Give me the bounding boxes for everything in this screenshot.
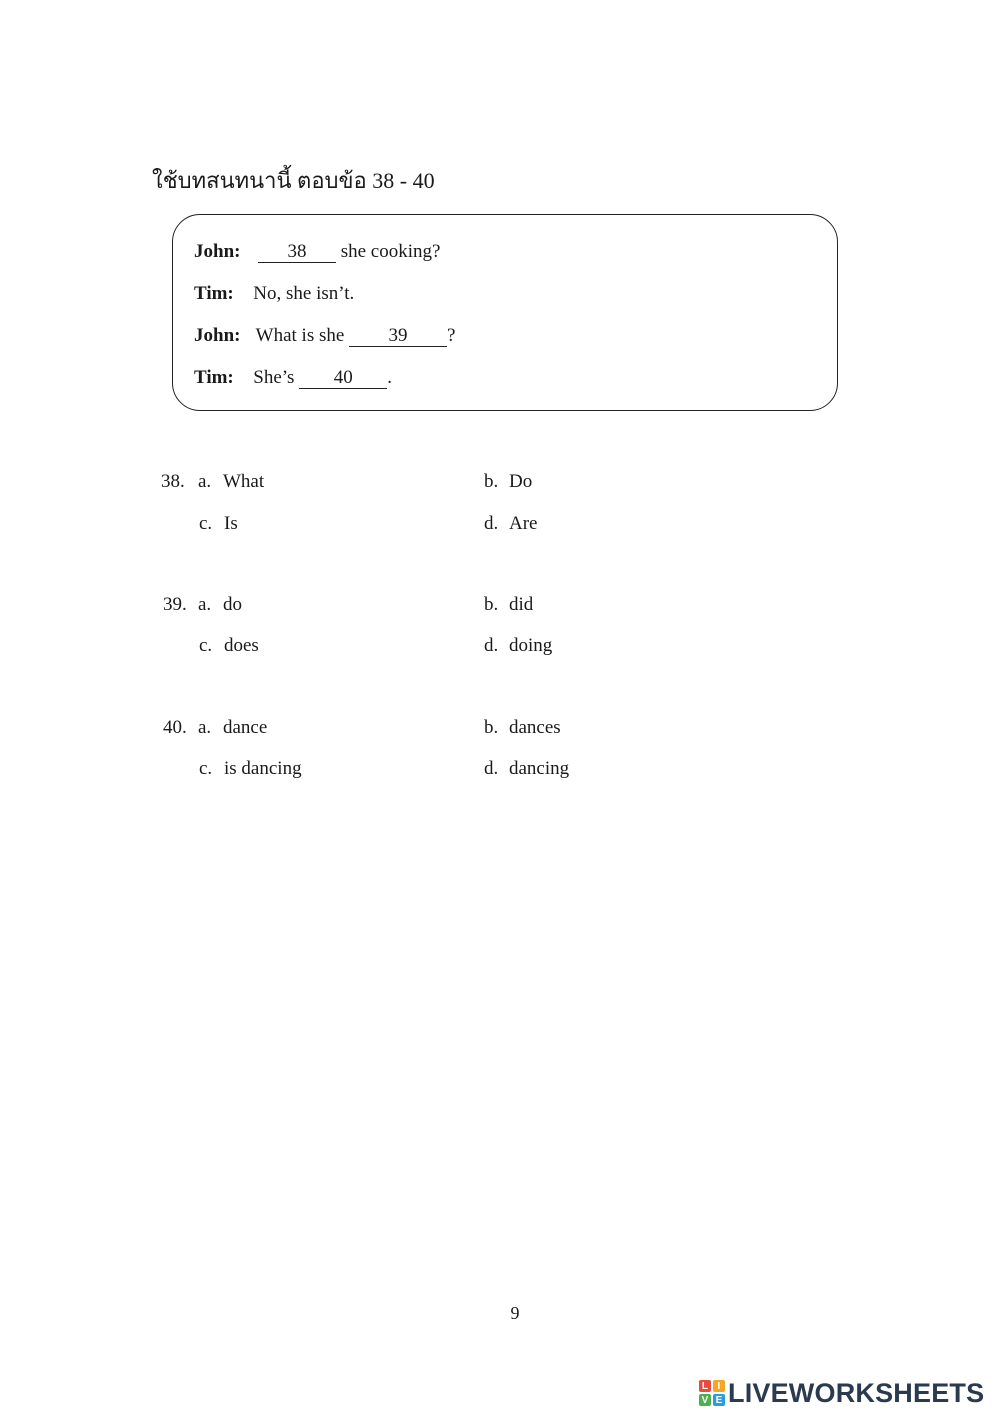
question-number: 38. <box>161 471 185 492</box>
option-text: doing <box>509 635 553 656</box>
option-letter: d. <box>484 758 499 779</box>
option-letter: b. <box>484 471 499 492</box>
option-38-d[interactable] <box>484 513 537 535</box>
logo-icon <box>699 1380 725 1406</box>
option-letter: d. <box>484 513 499 534</box>
option-text: Do <box>509 471 533 492</box>
question-number: 39. <box>163 594 187 615</box>
option-letter: b. <box>484 594 499 615</box>
logo-tile: E <box>713 1394 725 1406</box>
option-letter: d. <box>484 635 499 656</box>
speaker-name: John: <box>194 325 241 346</box>
option-38-c[interactable] <box>199 513 238 535</box>
blank-40[interactable]: 40 <box>299 368 387 389</box>
page-number: 9 <box>510 1303 520 1323</box>
brand-text: LIVEWORKSHEETS <box>728 1377 985 1408</box>
dialogue-text: She’s <box>253 367 300 388</box>
speaker-name: John: <box>194 241 241 262</box>
option-39-a[interactable] <box>198 594 242 616</box>
speaker-name: Tim: <box>194 367 234 388</box>
option-40-b[interactable] <box>484 717 561 739</box>
option-38-b[interactable] <box>484 471 532 493</box>
speaker-name: Tim: <box>194 283 234 304</box>
option-39-d[interactable] <box>484 635 552 657</box>
option-text: What <box>223 471 265 492</box>
option-letter: a. <box>198 717 212 738</box>
option-40-d[interactable] <box>484 758 569 780</box>
option-text: do <box>223 594 242 615</box>
option-text: Is <box>224 513 238 534</box>
option-text: does <box>224 635 259 656</box>
option-letter: a. <box>198 594 212 615</box>
dialogue-text: What is she <box>255 325 350 346</box>
option-letter: c. <box>199 513 213 534</box>
option-text: dance <box>223 717 268 738</box>
dialogue-line-2 <box>194 283 354 305</box>
dialogue-text: ? <box>447 325 456 346</box>
dialogue-text: No, she isn’t. <box>253 283 355 304</box>
blank-38[interactable]: 38 <box>258 242 336 263</box>
option-letter: c. <box>199 758 213 779</box>
option-text: dancing <box>509 758 570 779</box>
instruction-heading: ใช้บทสนทนานี้ ตอบข้อ 38 - 40 <box>152 168 435 193</box>
dialogue-line-4 <box>194 367 392 389</box>
logo-tile: L <box>699 1380 711 1392</box>
option-text: dances <box>509 717 561 738</box>
logo-tile: I <box>713 1380 725 1392</box>
question-number: 40. <box>163 717 187 738</box>
option-text: Are <box>509 513 538 534</box>
option-39-c[interactable] <box>199 635 259 657</box>
option-text: did <box>509 594 534 615</box>
liveworksheets-logo[interactable] <box>699 1378 984 1408</box>
option-letter: b. <box>484 717 499 738</box>
option-letter: a. <box>198 471 212 492</box>
option-text: is dancing <box>224 758 302 779</box>
option-letter: c. <box>199 635 213 656</box>
logo-tile: V <box>699 1394 711 1406</box>
dialogue-text: she cooking? <box>335 241 441 262</box>
dialogue-text: . <box>387 367 392 388</box>
blank-39[interactable]: 39 <box>349 326 447 347</box>
option-40-c[interactable] <box>199 758 302 780</box>
dialogue-line-3 <box>194 325 455 347</box>
option-39-b[interactable] <box>484 594 533 616</box>
dialogue-line-1 <box>194 241 440 263</box>
option-40-a[interactable] <box>198 717 267 739</box>
option-38-a[interactable] <box>198 471 264 493</box>
